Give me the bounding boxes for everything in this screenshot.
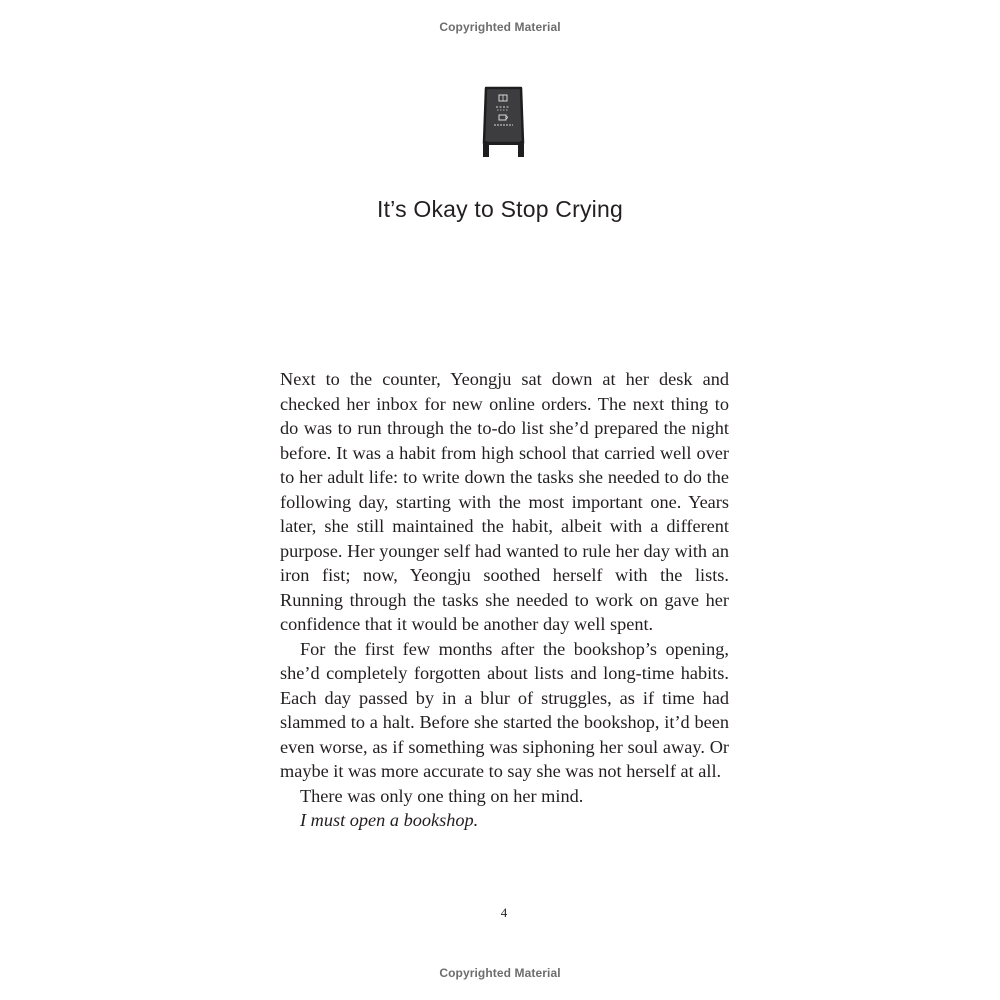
paragraph: Next to the counter, Yeongju sat down at her desk and checked her inbox for new online orders. The next thing to do was to run through the to-do list she’d prepared the night before. It was a habit from high school that carried well over to her adult life: to write down the tasks she needed to do the following day, starting with the most important one. Years later, she still maintained the habit, albeit with a different purpose. Her younger self had wanted to rule her day with an iron fist; now, Yeongju soothed herself with the lists. Running through the tasks she needed to work on gave her confidence that it would be another day well spent. (280, 369, 729, 634)
copyright-watermark-bottom: Copyrighted Material (439, 966, 561, 980)
sandwich-board-sign-icon (480, 85, 528, 159)
body-text (280, 367, 729, 833)
paragraph-italic: I must open a bookshop. (300, 810, 479, 830)
chapter-title: It’s Okay to Stop Crying (377, 196, 623, 222)
paragraph: For the first few months after the bookshop’s opening, she’d completely forgotten about lists and long-time habits. Each day passed by in a blur of struggles, as if time had slammed to a halt. Before she started the bookshop, it’d been even worse, as if something was siphoning her soul away. Or maybe it was more accurate to say she was not herself at all. (280, 638, 729, 781)
page-number: 4 (500, 905, 508, 920)
paragraph: There was only one thing on her mind. (300, 785, 584, 806)
copyright-watermark-top: Copyrighted Material (439, 20, 561, 34)
